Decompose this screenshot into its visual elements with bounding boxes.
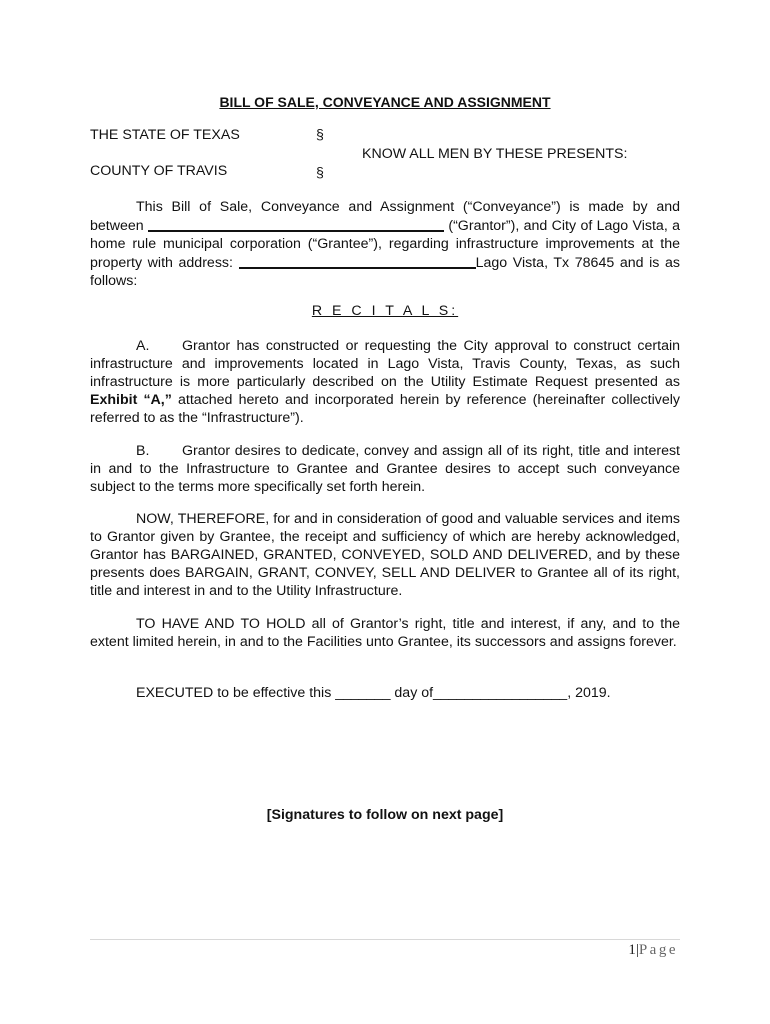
recital-b-text: Grantor desires to dedicate, convey and assign all of its right, title and interest in and to the Infrastructure to Grantee and Grantee desires to accept such conveyance subject to the terms more specifically set forth herein. <box>90 443 680 496</box>
footer-divider <box>90 939 680 940</box>
page-word: Page <box>638 942 678 958</box>
intro-paragraph <box>90 198 680 290</box>
recital-a-text-2: attached hereto and incorporated herein by reference (hereinafter collectively referred to as the “Infrastructure”). <box>90 392 680 427</box>
know-all-men: KNOW ALL MEN BY THESE PRESENTS: <box>362 146 628 162</box>
page-number: 1 <box>628 942 636 958</box>
section-mark-2: § <box>316 165 324 181</box>
now-therefore-paragraph: NOW, THEREFORE, for and in consideration of good and valuable services and items to Grantor given by Grantee, the receipt and sufficiency of which are hereby acknowledged, Grantor has BARGAINED, GRANTED, CONVEYED, SOLD AND DELIVERED, and by these presents does BARGAIN, GRANT, CONVEY, SELL AND DELIVER to Grantee all of its right, title and interest in and to the Utility Infrastructure. <box>90 511 680 600</box>
page-footer <box>628 942 678 959</box>
grantor-name-blank[interactable] <box>148 216 444 232</box>
executed-line: EXECUTED to be effective this _______ day of_________________, 2019. <box>136 685 611 701</box>
intro-text-1: This Bill of Sale, Conveyance and Assignment (“Conveyance”) is made by and between <box>90 199 680 235</box>
recital-a <box>90 337 680 427</box>
county-label: COUNTY OF TRAVIS <box>90 163 228 179</box>
recital-a-text-1: Grantor has constructed or requesting the City approval to construct certain infrastructure and improvements located in Lago Vista, Travis County, Texas, as such infrastructure is more particularly described on the Utility Estimate Request presented as <box>90 338 680 391</box>
state-label: THE STATE OF TEXAS <box>90 127 240 143</box>
intro-text-2: (“Grantor”), and City of Lago Vista, a home rule municipal corporation (“Grantee”), regarding infrastructure improvements at the property with address: <box>90 218 680 272</box>
footer-separator: | <box>635 942 639 958</box>
recital-a-label: A. <box>136 338 150 354</box>
recitals-heading: R E C I T A L S: <box>311 303 459 319</box>
document-title: BILL OF SALE, CONVEYANCE AND ASSIGNMENT <box>219 94 551 110</box>
recital-b-label: B. <box>136 443 150 459</box>
intro-text-3: Lago Vista, Tx 78645 and is as follows: <box>90 255 681 290</box>
recital-b <box>90 442 680 496</box>
exhibit-a-reference: Exhibit “A,” <box>90 392 172 409</box>
section-mark-1: § <box>316 127 324 143</box>
property-address-blank[interactable] <box>239 253 476 269</box>
to-have-and-hold-paragraph: TO HAVE AND TO HOLD all of Grantor’s right, title and interest, if any, and to the extent limited herein, in and to the Facilities unto Grantee, its successors and assigns forever. <box>90 616 680 651</box>
signatures-note: [Signatures to follow on next page] <box>266 807 504 823</box>
